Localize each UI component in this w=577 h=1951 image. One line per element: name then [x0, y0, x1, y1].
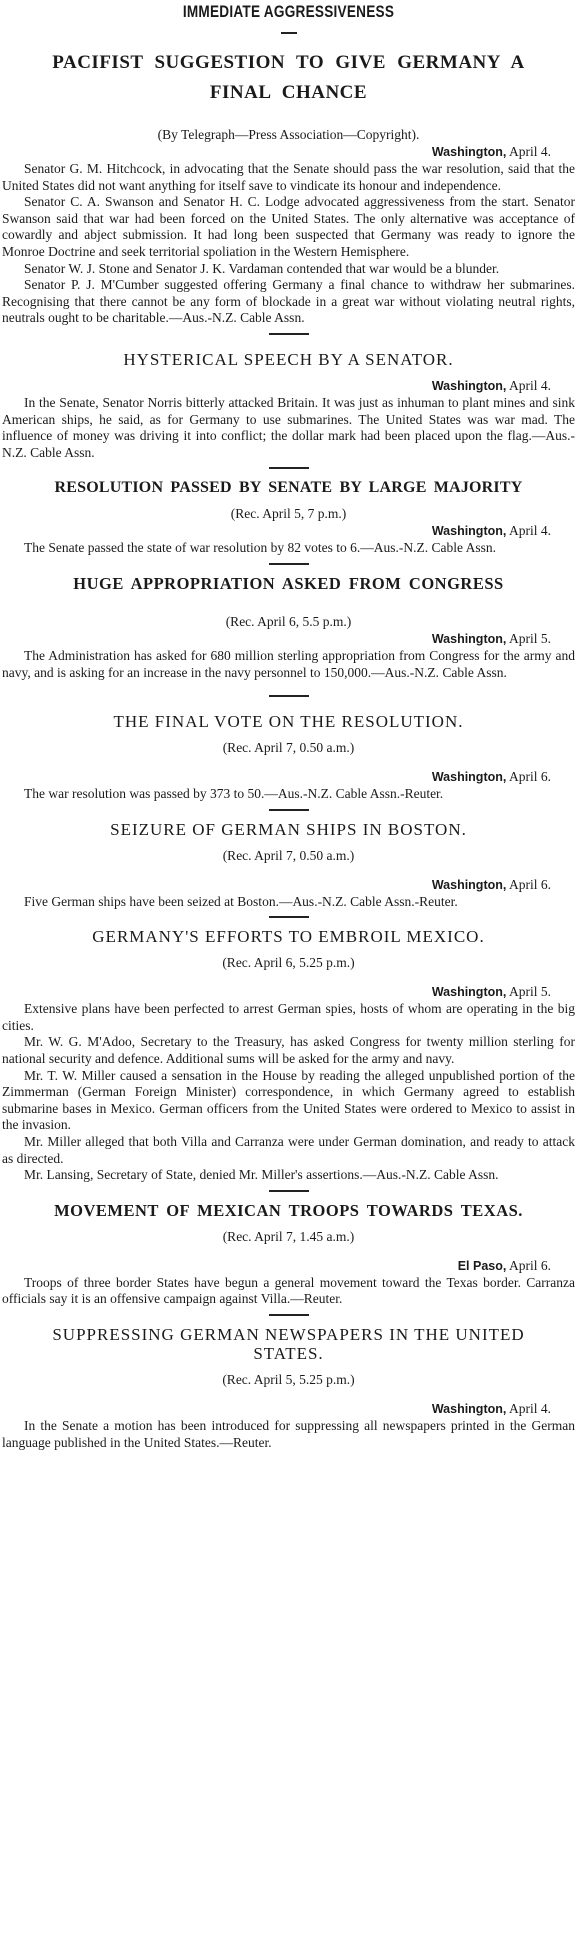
article-mexican-troops: [2, 1200, 575, 1308]
divider-rule: [269, 916, 309, 918]
dateline: [2, 377, 575, 395]
divider-rule: [269, 1314, 309, 1316]
paragraph: The Senate passed the state of war resolution by 82 votes to 6.—Aus.-N.Z. Cable Assn.: [24, 540, 497, 556]
paragraph: Mr. T. W. Miller caused a sensation in the House by reading the alleged unpublished portion of the Zimmerman (German Foreign Minister) correspondence, in which Germany agreed to establish submarine bases in Mexico. German officers from the United States were ordered to Mexico to assist in the invasion.: [2, 1067, 575, 1133]
dateline-date: April 4.: [506, 144, 551, 159]
dateline-date: April 5.: [506, 984, 551, 1000]
article-huge-appropriation: [2, 573, 575, 681]
dateline-place: Washington,: [431, 877, 507, 892]
paragraph: Extensive plans have been perfected to arrest German spies, hosts of whom are operating in the big cities.: [2, 1001, 575, 1033]
dateline-date: April 6.: [506, 1257, 551, 1273]
article-headline-continued: STATES.: [253, 1344, 324, 1363]
dateline-date: April 4.: [506, 523, 551, 539]
article-headline: HUGE APPROPRIATION ASKED FROM CONGRESS: [73, 573, 504, 593]
dateline-date: April 6.: [506, 876, 551, 892]
article-pacifist-suggestion: [2, 48, 575, 327]
dateline: [2, 876, 575, 894]
article-headline: SUPPRESSING GERMAN NEWSPAPERS IN THE UNITED: [52, 1325, 525, 1344]
article-headline: SEIZURE OF GERMAN SHIPS IN BOSTON.: [110, 819, 467, 839]
dateline-place: El Paso,: [457, 1258, 507, 1273]
paragraph: Senator W. J. Stone and Senator J. K. Vardaman contended that war would be a blunder.: [24, 260, 500, 276]
received-time: (Rec. April 6, 5.5 p.m.): [225, 613, 352, 629]
received-time: (Rec. April 5, 5.25 p.m.): [222, 1372, 355, 1387]
divider-rule: [269, 809, 309, 811]
dateline: [2, 1400, 575, 1418]
received-time: (Rec. April 7, 0.50 a.m.): [222, 847, 355, 863]
divider-rule: [269, 467, 309, 469]
dateline: [2, 630, 575, 648]
kicker-heading: IMMEDIATE AGGRESSIVENESS: [182, 2, 395, 21]
article-headline: PACIFIST SUGGESTION TO GIVE GERMANY A: [52, 52, 525, 73]
dateline-place: Washington,: [431, 985, 507, 1000]
paragraph: Senator C. A. Swanson and Senator H. C. Lodge advocated aggressiveness from the start. Senator Swanson said that war had been forced on the United States. The only alternative was acceptance of cowardly and abject submission. It had long been suspected that Germany was ready to ignore the Monroe Doctrine and seek territorial spoliation in the Western Hemisphere.: [2, 194, 575, 259]
dateline-place: Washington,: [431, 770, 507, 785]
article-headline: MOVEMENT OF MEXICAN TROOPS TOWARDS TEXAS.: [54, 1200, 523, 1220]
article-headline: RESOLUTION PASSED BY SENATE BY LARGE MAJORITY: [54, 479, 523, 497]
divider-rule: [269, 333, 309, 335]
press-credit: (By Telegraph—Press Association—Copyright).: [157, 127, 420, 142]
dateline-date: April 4.: [506, 377, 551, 393]
paragraph: In the Senate a motion has been introduced for suppressing all newspapers printed in the German language published in the United States.—Reuter.: [2, 1418, 575, 1450]
article-headline: HYSTERICAL SPEECH BY A SENATOR.: [123, 349, 454, 369]
dateline-date: April 4.: [506, 1401, 551, 1416]
article-seizure-german-ships: [2, 819, 575, 911]
article-embroil-mexico: [2, 926, 575, 1184]
received-time: (Rec. April 7, 0.50 a.m.): [222, 740, 355, 756]
paragraph: Mr. W. G. M'Adoo, Secretary to the Treasury, has asked Congress for twenty million sterling for national security and defence. Additional sums will be asked for the army and navy.: [2, 1034, 575, 1067]
dateline: [2, 768, 575, 786]
paragraph: Senator G. M. Hitchcock, in advocating that the Senate should pass the war resolution, said that the United States did not want anything for itself save to vindicate its honour and independence.: [2, 161, 575, 193]
divider-rule: [269, 1190, 309, 1192]
paragraph: The war resolution was passed by 373 to 50.—Aus.-N.Z. Cable Assn.-Reuter.: [24, 786, 444, 802]
divider-rule: [269, 563, 309, 565]
paragraph: Mr. Miller alleged that both Villa and Carranza were under German domination, and ready to attack as directed.: [2, 1134, 575, 1166]
dateline-place: Washington,: [431, 524, 507, 539]
paragraph: In the Senate, Senator Norris bitterly attacked Britain. It was just as inhuman to plant mines and sink American ships, he said, as for Germany to use submarines. The United States was war mad. The influence of money was driving it into conflict; the dollar mark had been placed upon the flag.—Aus.-N.Z. Cable Assn.: [2, 394, 575, 460]
dateline-place: Washington,: [431, 145, 507, 159]
dateline-date: April 6.: [506, 769, 551, 785]
article-final-vote: [2, 711, 575, 803]
paragraph: Five German ships have been seized at Boston.—Aus.-N.Z. Cable Assn.-Reuter.: [24, 893, 458, 909]
article-resolution-passed: [2, 477, 575, 557]
article-headline: THE FINAL VOTE ON THE RESOLUTION.: [113, 712, 464, 732]
paragraph: Mr. Lansing, Secretary of State, denied Mr. Miller's assertions.—Aus.-N.Z. Cable Assn.: [24, 1167, 499, 1183]
article-suppressing-newspapers: [2, 1324, 575, 1451]
dateline: [2, 522, 575, 540]
received-time: (Rec. April 7, 1.45 a.m.): [222, 1228, 355, 1244]
dateline: [2, 143, 575, 161]
paragraph: Troops of three border States have begun a general movement toward the Texas border. Carranza officials say it is an offensive campaign against Villa.—Reuter.: [2, 1274, 575, 1307]
dateline-place: Washington,: [431, 631, 507, 646]
dateline: [2, 983, 575, 1001]
article-headline: GERMANY'S EFFORTS TO EMBROIL MEXICO.: [92, 927, 485, 947]
dateline-place: Washington,: [431, 1402, 507, 1416]
article-hysterical-speech: [2, 349, 575, 461]
paragraph: Senator P. J. M'Cumber suggested offering Germany a final chance to withdraw her submarines. Recognising that there cannot be any form of blockade in a great war without violating neutral rights, neutrals ought to be charitable.—Aus.-N.Z. Cable Assn.: [2, 277, 575, 326]
dateline: [2, 1257, 575, 1275]
dateline-date: April 5.: [506, 630, 551, 646]
received-time: (Rec. April 6, 5.25 p.m.): [222, 955, 355, 971]
article-headline-continued: FINAL CHANCE: [209, 82, 368, 103]
received-time: (Rec. April 5, 7 p.m.): [230, 506, 347, 522]
divider-rule: [281, 32, 297, 34]
dateline-place: Washington,: [431, 378, 507, 393]
divider-rule: [269, 695, 309, 697]
paragraph: The Administration has asked for 680 million sterling appropriation from Congress for the army and navy, and is asking for an increase in the navy personnel to 150,000.—Aus.-N.Z. Cable Assn.: [2, 647, 575, 680]
